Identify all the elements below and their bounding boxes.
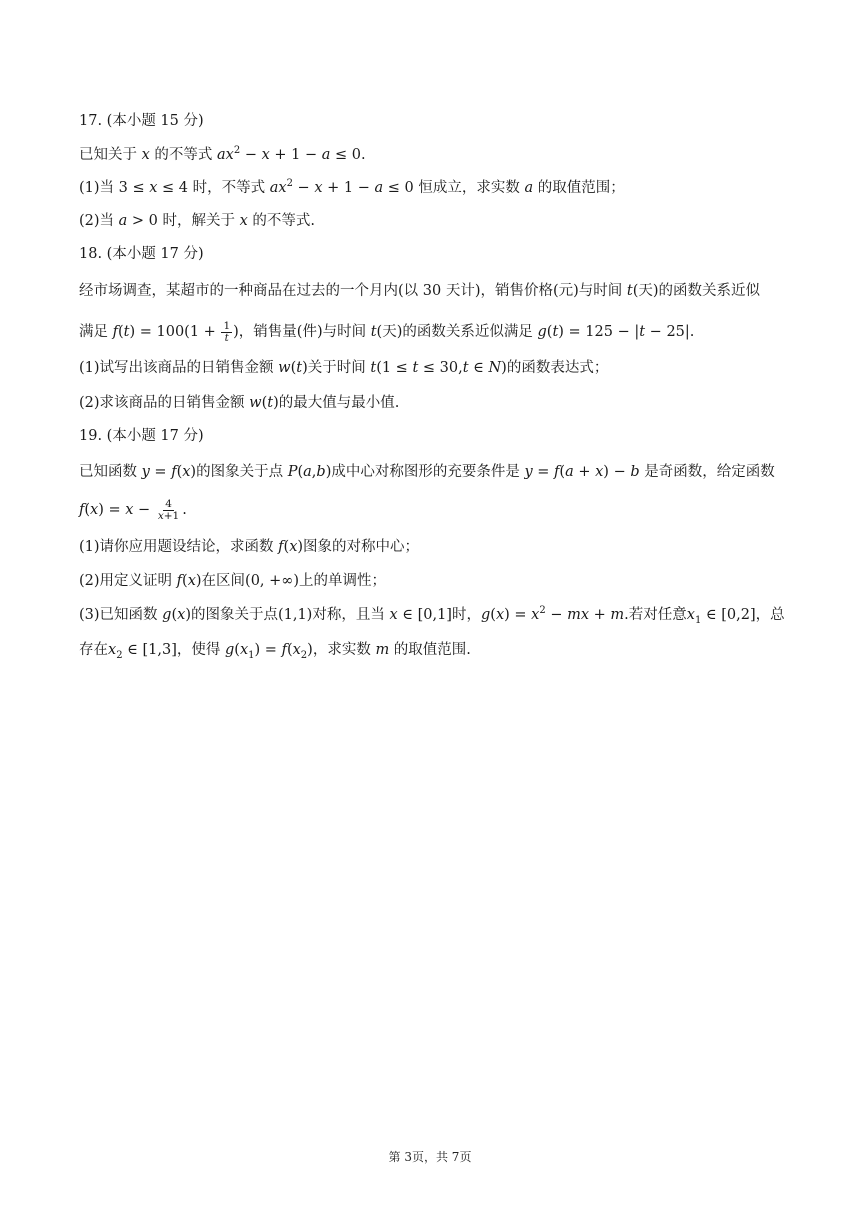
q19-part3-line2: 存在$x_2$ ∈ [1,3]，使得 $g(x_1) = f(x_2)$，求实数 m 的取值范围. xyxy=(79,642,471,661)
q18-part2: (2)求该商品的日销售金额 w(t)的最大值与最小值. xyxy=(79,395,400,411)
q19-heading: 19. (本小题 17 分) xyxy=(79,428,204,444)
q19-stem-line2: f(x) = x − $\frac{4}{x+1}$ . xyxy=(79,497,187,522)
q17-heading: 17. (本小题 15 分) xyxy=(79,113,204,129)
q18-heading: 18. (本小题 17 分) xyxy=(79,246,204,262)
q17-part2: (2)当 a > 0 时，解关于 x 的不等式. xyxy=(79,213,316,229)
q19-stem-line1: 已知函数 y = f(x)的图象关于点 P(a,b)成中心对称图形的充要条件是 y = f(a + x) − b 是奇函数，给定函数 xyxy=(79,464,775,480)
q18-part1: (1)试写出该商品的日销售金额 w(t)关于时间 t(1 ≤ t ≤ 30,t ∈ N)的函数表达式； xyxy=(79,360,609,376)
q18-stem-line1: 经市场调查，某超市的一种商品在过去的一个月内(以 30 天计)，销售价格(元)与时间 t(天)的函数关系近似 xyxy=(79,283,761,299)
q19-part2: (2)用定义证明 f(x)在区间(0, +∞)上的单调性； xyxy=(79,573,387,589)
q19-part3-line1: (3)已知函数 g(x)的图象关于点(1,1)对称，且当 x ∈ [0,1]时，$g(x) = x^2$ − mx + m.若对任意$x_1$ ∈ [0,2]，总 xyxy=(79,605,785,626)
q17-part1: (1)当 3 ≤ x ≤ 4 时，不等式 $ax^2 - x + 1 - a \le 0$ 恒成立，求实数 a 的取值范围； xyxy=(79,178,625,196)
q19-part1: (1)请你应用题设结论，求函数 f(x)图象的对称中心； xyxy=(79,539,420,555)
q18-stem-line2: 满足 f(t) = 100(1 + $\frac{1}{t}$ )，销售量(件)与时间 t(天)的函数关系近似满足 g(t) = 125 − |t − 25|. xyxy=(79,319,695,344)
page-footer: 第 3页，共 7页 xyxy=(388,1150,472,1164)
q17-stem: 已知关于 x 的不等式 $ax^2 - x + 1 - a \le 0$. xyxy=(79,145,366,163)
